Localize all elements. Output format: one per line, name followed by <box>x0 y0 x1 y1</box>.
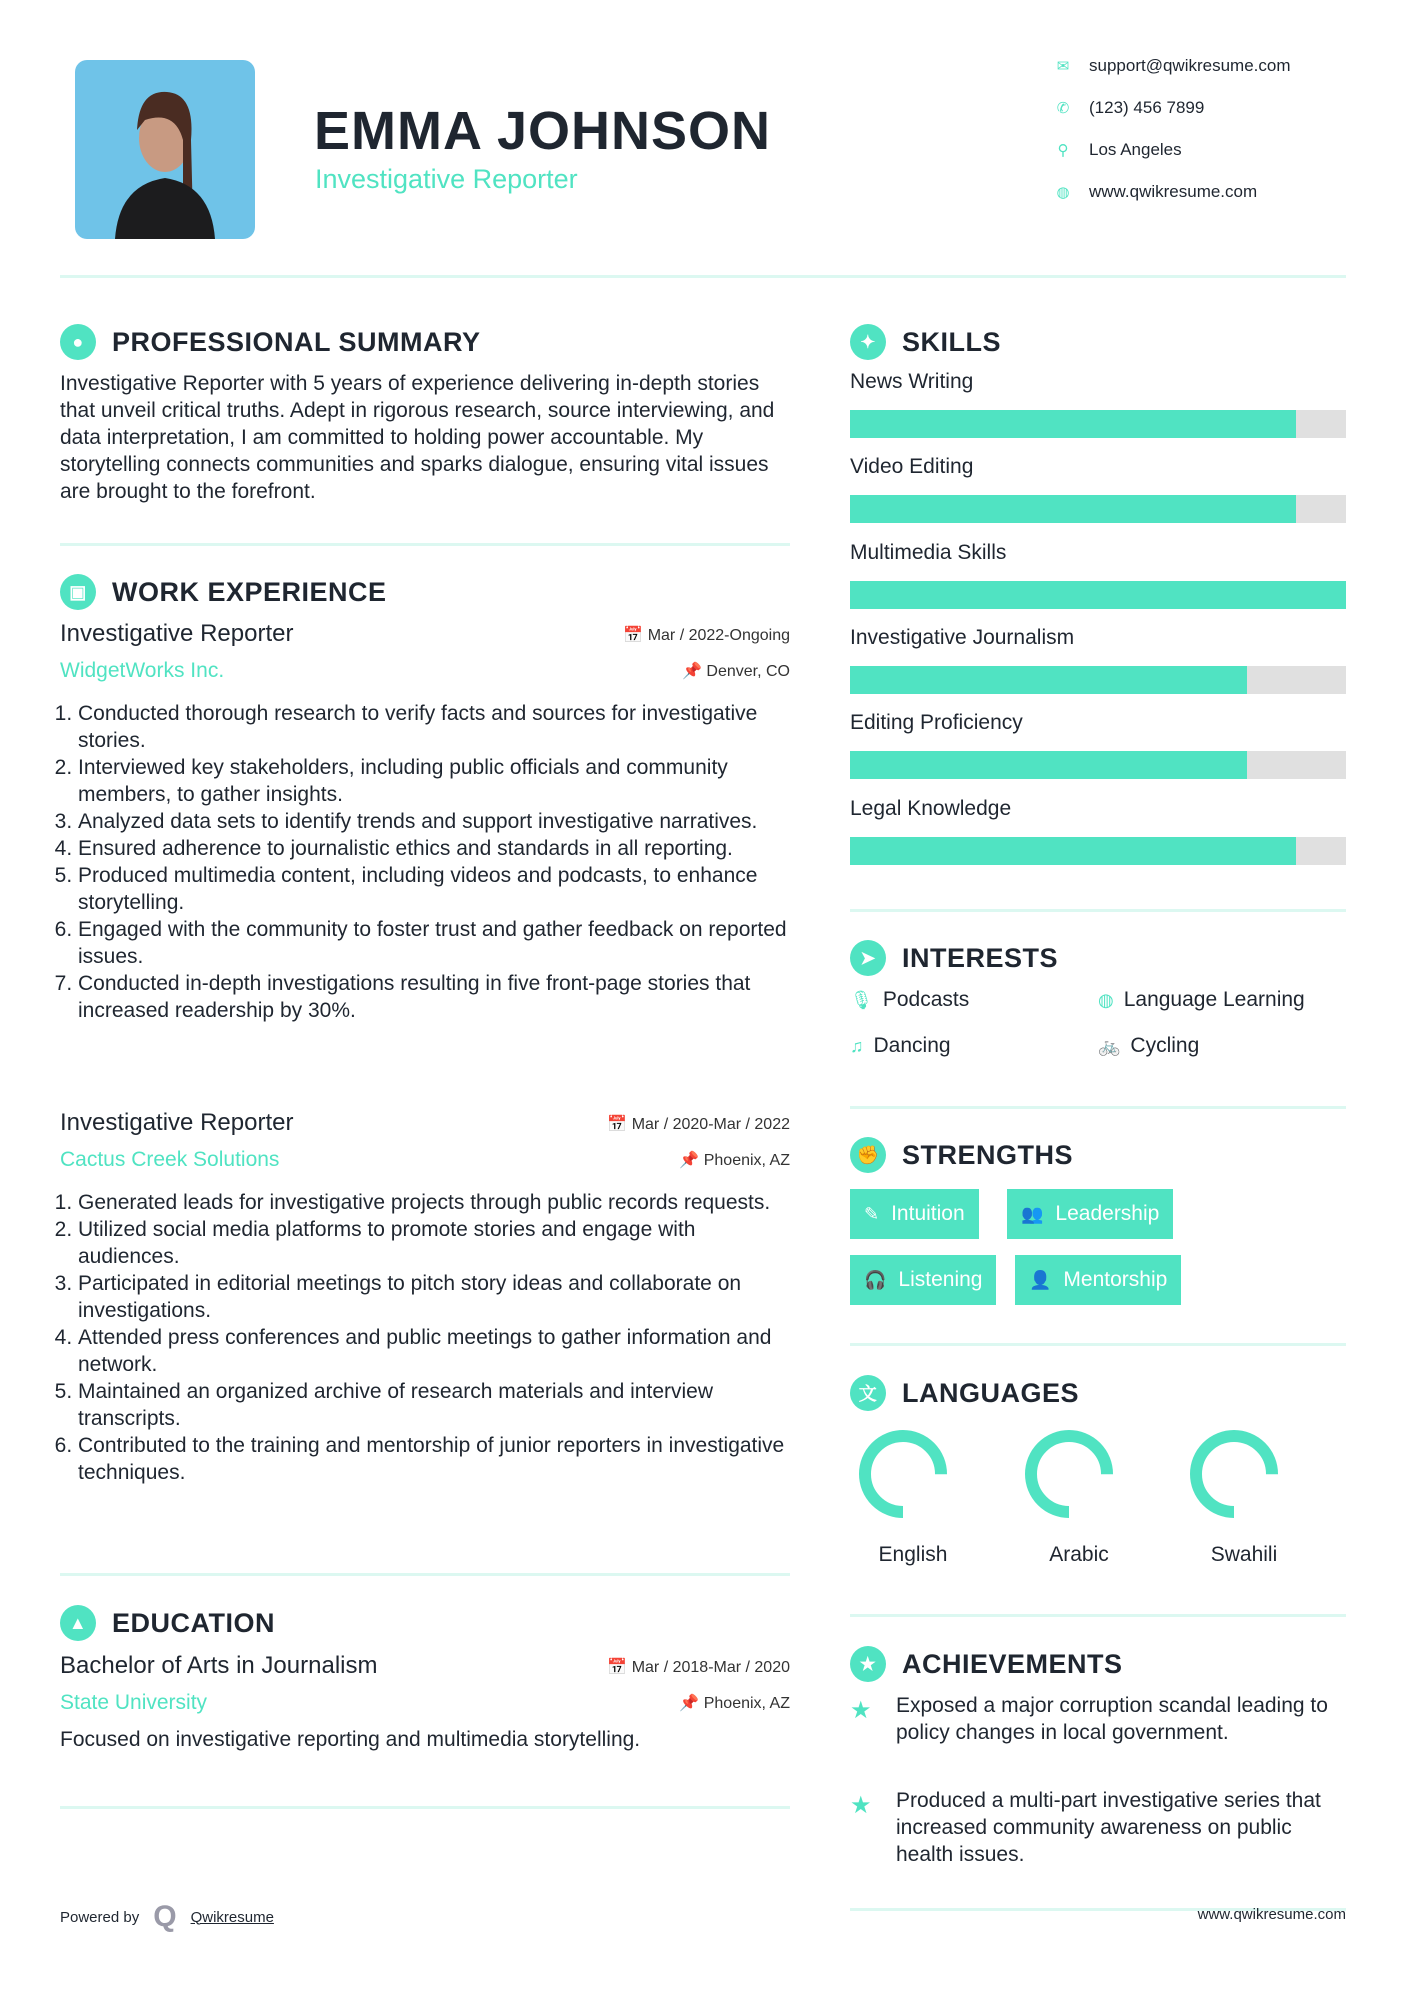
language-ring <box>857 1428 949 1520</box>
education-heading <box>60 1605 275 1641</box>
job-bullet: 7. Conducted in-depth investigations resulting in five front-page stories that increased readership by 30%. <box>78 970 790 1024</box>
interest-item <box>1098 988 1305 1012</box>
job-bullet: 5. Maintained an organized archive of research materials and interview transcripts. <box>78 1378 790 1432</box>
job-title: Investigative Reporter <box>60 1109 294 1136</box>
users-icon: 👥 <box>1021 1203 1044 1224</box>
interests-heading <box>850 940 1058 976</box>
contact-text[interactable]: (123) 456 7899 <box>1089 98 1205 117</box>
candidate-name: EMMA JOHNSON <box>314 101 772 161</box>
briefcase-icon: ▣ <box>60 574 96 610</box>
skill-name: News Writing <box>850 370 974 393</box>
job-date: 📅 Mar / 2020-Mar / 2022 <box>607 1116 790 1133</box>
job-date-text: Mar / 2020-Mar / 2022 <box>631 1116 790 1133</box>
skill-bar <box>850 751 1346 779</box>
divider <box>60 543 790 546</box>
language-name: Arabic <box>1049 1543 1109 1566</box>
magic-wand-icon: ✎ <box>864 1203 880 1224</box>
graduation-icon: ▲ <box>60 1605 96 1641</box>
job-bullets <box>60 1189 790 1486</box>
languages-heading <box>850 1375 1079 1411</box>
summary-text: Investigative Reporter with 5 years of experience delivering in-depth stories that unveil critical truths. Adept in rigorous research, source interviewing, and data interpretation, I am committed to holding power accountable. My storytelling connects communities and sparks dialogue, ensuring vital issues are brought to the forefront. <box>60 372 775 503</box>
skill-bar-fill <box>850 666 1247 694</box>
headphones-icon: 🎧 <box>864 1269 887 1290</box>
divider <box>850 909 1346 912</box>
skill-bar-fill <box>850 581 1346 609</box>
microphone-icon: 🎙 <box>850 989 873 1010</box>
strength-label: Intuition <box>891 1202 965 1225</box>
job-bullet: 1. Generated leads for investigative projects through public records requests. <box>78 1189 790 1216</box>
skill-name: Video Editing <box>850 455 974 479</box>
strength-tag <box>850 1189 979 1239</box>
job-date: 📅 Mar / 2022-Ongoing <box>623 627 790 644</box>
bicycle-icon: 🚲 <box>1098 1035 1121 1056</box>
achievements-heading <box>850 1646 1123 1682</box>
candidate-title: Investigative Reporter <box>315 164 578 194</box>
paper-plane-icon: ➤ <box>850 940 886 976</box>
job-bullet: 1. Conducted thorough research to verify facts and sources for investigative stories. <box>78 700 790 754</box>
strength-label: Mentorship <box>1063 1268 1168 1291</box>
language-name: English <box>878 1543 948 1566</box>
footer-url[interactable]: www.qwikresume.com <box>1197 1906 1346 1923</box>
star-icon: ★ <box>850 1697 872 1724</box>
globe-icon: ◍ <box>1098 989 1114 1010</box>
job-bullet: 4. Attended press conferences and public meetings to gather information and network. <box>78 1324 790 1378</box>
skill-name: Multimedia Skills <box>850 540 1007 564</box>
achievements-heading-text: ACHIEVEMENTS <box>902 1648 1123 1679</box>
contact-item <box>1055 140 1182 160</box>
interest-label: Cycling <box>1130 1034 1200 1057</box>
job-bullet: 3. Participated in editorial meetings to pitch story ideas and collaborate on investigations. <box>78 1270 790 1324</box>
user-plus-icon: 👤 <box>1029 1269 1052 1290</box>
job-bullet: 2. Utilized social media platforms to promote stories and engage with audiences. <box>78 1216 790 1270</box>
skill-bar <box>850 495 1346 523</box>
envelope-icon: ✉ <box>1056 58 1070 75</box>
qwikresume-logo-icon: Q <box>153 1900 177 1933</box>
job-bullet: 3. Analyzed data sets to identify trends and support investigative narratives. <box>78 808 790 835</box>
language-icon: 文 <box>850 1375 886 1411</box>
interest-item <box>850 988 969 1012</box>
education-date-text: Mar / 2018-Mar / 2020 <box>631 1659 790 1676</box>
interest-label: Dancing <box>873 1034 951 1057</box>
summary-heading-text: PROFESSIONAL SUMMARY <box>112 326 481 357</box>
job-bullets <box>60 700 790 1024</box>
experience-heading-text: WORK EXPERIENCE <box>112 576 387 607</box>
globe-icon: ◍ <box>1056 184 1070 201</box>
skills-heading <box>850 324 1001 360</box>
language-ring <box>1023 1428 1115 1520</box>
job-location: 📌 Phoenix, AZ <box>679 1152 790 1169</box>
company-name: Cactus Creek Solutions <box>60 1148 280 1171</box>
contact-item <box>1055 56 1291 76</box>
contact-item <box>1055 182 1257 202</box>
fist-icon: ✊ <box>850 1137 886 1173</box>
divider <box>60 1806 790 1809</box>
language-ring-arc <box>865 1436 941 1512</box>
skill-bar-fill <box>850 495 1296 523</box>
strength-tag <box>1007 1189 1173 1239</box>
interests-heading-text: INTERESTS <box>902 942 1059 973</box>
job-date-text: Mar / 2022-Ongoing <box>647 627 790 644</box>
language-ring <box>1188 1428 1280 1520</box>
map-pin-icon: ⚲ <box>1057 142 1069 159</box>
job-title: Investigative Reporter <box>60 620 294 647</box>
language-name: Swahili <box>1210 1543 1278 1566</box>
education-description: Focused on investigative reporting and multimedia storytelling. <box>60 1728 641 1751</box>
education-date: 📅 Mar / 2018-Mar / 2020 <box>607 1659 790 1676</box>
contact-text[interactable]: www.qwikresume.com <box>1089 182 1258 201</box>
education-heading-text: EDUCATION <box>112 1607 275 1638</box>
job-location-text: Denver, CO <box>706 663 790 680</box>
powered-by-text: Powered by <box>60 1908 140 1926</box>
skill-name: Editing Proficiency <box>850 711 1023 735</box>
phone-icon: ✆ <box>1056 100 1070 117</box>
strengths-heading <box>850 1137 1073 1173</box>
skill-bar-fill <box>850 837 1296 865</box>
languages-heading-text: LANGUAGES <box>902 1377 1080 1408</box>
skill-name: Legal Knowledge <box>850 796 1012 820</box>
degree: Bachelor of Arts in Journalism <box>60 1652 378 1679</box>
qwikresume-link[interactable]: Qwikresume <box>190 1908 274 1926</box>
skill-bar-fill <box>850 751 1247 779</box>
language-ring-arc <box>1196 1436 1272 1512</box>
skill-bar <box>850 837 1346 865</box>
divider <box>850 1343 1346 1346</box>
contact-text[interactable]: Los Angeles <box>1089 140 1182 159</box>
achievement-text: Exposed a major corruption scandal leading to policy changes in local government. <box>896 1694 1328 1744</box>
divider <box>850 1106 1346 1109</box>
skills-heading-text: SKILLS <box>902 326 1002 357</box>
education-location-text: Phoenix, AZ <box>703 1695 790 1712</box>
user-icon: ● <box>60 324 96 360</box>
job-bullet: 6. Engaged with the community to foster trust and gather feedback on reported issues. <box>78 916 790 970</box>
job-bullet: 4. Ensured adherence to journalistic ethics and standards in all reporting. <box>78 835 790 862</box>
interest-label: Language Learning <box>1123 988 1305 1011</box>
strength-label: Leadership <box>1055 1202 1160 1225</box>
skill-bar-fill <box>850 410 1296 438</box>
job-bullet: 5. Produced multimedia content, including videos and podcasts, to enhance storytelling. <box>78 862 790 916</box>
star-badge-icon: ★ <box>850 1646 886 1682</box>
contact-item <box>1055 98 1204 118</box>
interest-label: Podcasts <box>882 988 970 1011</box>
experience-heading <box>60 574 387 610</box>
divider <box>60 1573 790 1576</box>
lightbulb-icon: ✦ <box>850 324 886 360</box>
powered-by <box>60 1900 274 1934</box>
education-location: 📌 Phoenix, AZ <box>679 1695 790 1712</box>
header-divider <box>60 275 1346 278</box>
achievement-text: Produced a multi-part investigative series that increased community awareness on public health issues. <box>896 1789 1321 1866</box>
language-ring-arc <box>1031 1436 1107 1512</box>
interest-item <box>1098 1034 1199 1058</box>
star-icon: ★ <box>850 1792 872 1819</box>
strengths-heading-text: STRENGTHS <box>902 1139 1074 1170</box>
skill-bar <box>850 666 1346 694</box>
interest-item <box>850 1034 951 1058</box>
profile-photo <box>75 60 255 239</box>
music-icon: ♫ <box>850 1035 864 1056</box>
job-bullet: 2. Interviewed key stakeholders, including public officials and community members, to gather insights. <box>78 754 790 808</box>
skill-bar <box>850 581 1346 609</box>
job-location-text: Phoenix, AZ <box>703 1152 790 1169</box>
strength-tag <box>850 1255 996 1305</box>
job-bullet: 6. Contributed to the training and mentorship of junior reporters in investigative techniques. <box>78 1432 790 1486</box>
divider <box>850 1614 1346 1617</box>
summary-heading <box>60 324 481 360</box>
strength-tag <box>1015 1255 1181 1305</box>
school: State University <box>60 1691 208 1714</box>
job-location: 📌 Denver, CO <box>682 663 790 680</box>
skill-name: Investigative Journalism <box>850 625 1075 649</box>
skill-bar <box>850 410 1346 438</box>
company-name: WidgetWorks Inc. <box>60 659 225 682</box>
strength-label: Listening <box>898 1268 983 1291</box>
contact-text[interactable]: support@qwikresume.com <box>1089 56 1291 75</box>
